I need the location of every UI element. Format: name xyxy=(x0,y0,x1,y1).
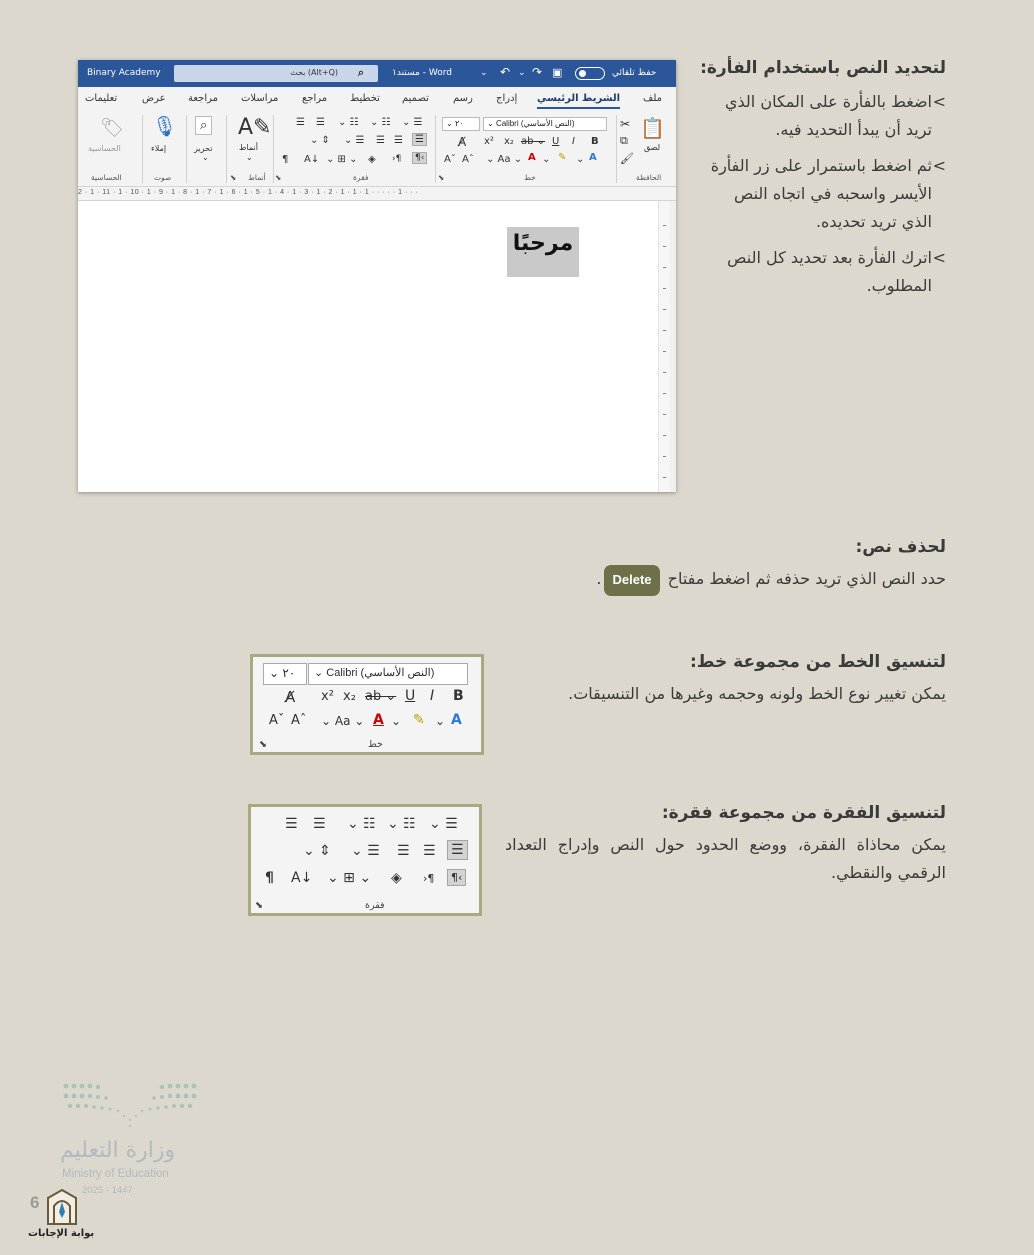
ruler-tick xyxy=(663,393,666,394)
sort-icon[interactable]: A↓ xyxy=(304,154,320,165)
tab-help[interactable]: تعليمات xyxy=(85,93,118,104)
line-spacing-icon[interactable]: ⌄ ⇕ xyxy=(310,135,330,146)
bullet-text: اترك الفأرة بعد تحديد كل النص المطلوب. xyxy=(727,248,932,295)
separator xyxy=(273,115,274,183)
paste-label: لصق xyxy=(644,143,661,152)
redo-icon[interactable]: ↷ xyxy=(532,65,543,79)
bold-icon[interactable]: B xyxy=(591,136,599,147)
shrink-font-icon[interactable]: Aˆ xyxy=(291,713,307,728)
app-name: Binary Academy xyxy=(87,68,161,78)
section-heading: لحذف نص: xyxy=(855,537,946,557)
font-name-box[interactable] xyxy=(483,117,607,131)
bullet-item xyxy=(700,152,946,236)
paragraph-panel-label: فقرة xyxy=(365,900,385,911)
customize-arrow-icon[interactable]: ⌄ xyxy=(480,68,488,78)
separator xyxy=(226,115,227,183)
separator xyxy=(186,115,187,183)
ruler-tick xyxy=(663,246,666,247)
ministry-name-en: Ministry of Education xyxy=(62,1168,169,1180)
increase-indent-icon[interactable]: ☰ xyxy=(313,816,326,832)
ministry-name-ar: وزارة التعليم xyxy=(60,1138,176,1163)
font-size-box[interactable] xyxy=(442,117,480,131)
bullet-item xyxy=(700,88,946,144)
clipboard-group-label: الحافظة xyxy=(636,173,662,182)
voice-group-label: صوت xyxy=(154,173,172,182)
ministry-years: 2025 - 1447 xyxy=(82,1185,133,1196)
tab-design[interactable]: تصميم xyxy=(402,93,429,104)
ruler-tick xyxy=(663,267,666,268)
font-group-panel xyxy=(250,654,484,755)
tab-view[interactable]: عرض xyxy=(142,93,166,104)
autosave-toggle[interactable] xyxy=(575,67,605,80)
styles-dialog-launcher-icon[interactable]: ⬊ xyxy=(230,173,237,182)
font-color-dropdown-icon[interactable]: ⌄ xyxy=(391,714,402,728)
ruler-tick xyxy=(663,288,666,289)
font-name-value: Calibri (النص الأساسي) xyxy=(326,667,435,679)
section-body xyxy=(520,565,946,596)
section-body: يمكن تغيير نوع الخط ولونه وحجمه وغيرها من التنسيقات. xyxy=(568,684,946,703)
shading-icon[interactable]: ◈ xyxy=(368,154,376,165)
ministry-logo-icon xyxy=(62,1080,200,1132)
grow-font-icon[interactable]: Aˇ xyxy=(444,154,456,165)
subscript-icon[interactable]: x₂ xyxy=(504,136,514,147)
ruler-tick xyxy=(663,477,666,478)
multilevel-list-icon[interactable]: ⌄ ☷ xyxy=(338,117,359,128)
bullet-item xyxy=(700,244,946,300)
ruler-marks: 2 · 1 · 11 · 1 · 10 · 1 · 9 · 1 · 8 · 1 · 7 · 1 · 6 · 1 · 5 · 1 · 4 · 1 · 3 · 1 · 2 · 1 · 1 · 1 · · · · · 1 · · · xyxy=(78,189,419,196)
underline-icon[interactable]: U xyxy=(405,688,416,704)
portal-name: بوابة الإجابات xyxy=(28,1228,95,1239)
search-placeholder: بحث (Alt+Q) xyxy=(290,68,338,77)
undo-dropdown-icon[interactable]: ⌄ xyxy=(518,68,526,78)
rtl-icon[interactable]: ¶‹ xyxy=(447,869,466,886)
ribbon-tabs xyxy=(78,87,676,111)
bullet-text: ثم اضغط باستمرار على زر الفأرة الأيسر واسحبه في اتجاه النص الذي تريد تحديده. xyxy=(710,156,932,231)
delete-period: . xyxy=(596,569,602,588)
tab-draw[interactable]: رسم xyxy=(453,93,473,104)
undo-icon[interactable]: ↶ xyxy=(500,65,511,79)
underline-icon[interactable]: U xyxy=(552,136,560,147)
decrease-indent-icon[interactable]: ☰ xyxy=(296,117,305,128)
font-name-value: Calibri (النص الأساسي) xyxy=(495,119,575,128)
show-marks-icon[interactable]: ¶ xyxy=(265,870,274,886)
separator xyxy=(142,115,143,183)
cut-icon[interactable]: ✂ xyxy=(620,117,631,131)
sensitivity-icon[interactable]: 🏷 xyxy=(100,117,125,139)
center-icon[interactable]: ☰ xyxy=(423,843,436,859)
sort-icon[interactable]: A↓ xyxy=(291,870,313,886)
increase-indent-icon[interactable]: ☰ xyxy=(316,117,325,128)
copy-icon[interactable]: ⧉ xyxy=(620,134,628,147)
editing-dropdown-icon[interactable]: ⌄ xyxy=(202,153,209,162)
superscript-icon[interactable]: x² xyxy=(484,136,494,147)
ruler-tick xyxy=(663,351,666,352)
font-color-icon[interactable]: A xyxy=(528,152,536,163)
grow-font-icon[interactable]: Aˇ xyxy=(269,713,285,728)
tab-mailings[interactable]: مراسلات xyxy=(241,93,279,104)
tab-file[interactable]: ملف xyxy=(643,93,663,104)
align-left-icon[interactable]: ☰ xyxy=(397,843,410,859)
tab-home[interactable]: الشريط الرئيسي xyxy=(537,93,621,104)
styles-dropdown-icon[interactable]: ⌄ xyxy=(246,153,253,162)
paragraph-group-label: فقرة xyxy=(353,173,369,182)
page-number: 6 xyxy=(30,1193,40,1212)
justify-icon[interactable]: ⌄ ☰ xyxy=(351,843,380,859)
vertical-ruler xyxy=(658,201,670,492)
line-spacing-icon[interactable]: ⌄ ⇕ xyxy=(303,843,331,859)
doc-title: Word - مستند١ xyxy=(392,68,452,78)
ruler-tick xyxy=(663,330,666,331)
search-box[interactable] xyxy=(174,65,378,82)
delete-instruction: حدد النص الذي تريد حذفه ثم اضغط مفتاح xyxy=(667,569,946,588)
save-icon[interactable]: ▣ xyxy=(552,66,563,79)
ruler-tick xyxy=(663,309,666,310)
bullet-marker: > xyxy=(932,156,946,175)
borders-icon[interactable]: ⌄ ⊞ ⌄ xyxy=(326,154,358,165)
superscript-icon[interactable]: x² xyxy=(321,689,334,704)
font-size-value: ٢٠ xyxy=(282,666,296,680)
find-icon[interactable]: ⌕ xyxy=(195,116,212,135)
section-font-format xyxy=(545,652,946,708)
bullet-marker: > xyxy=(932,92,946,111)
format-painter-icon[interactable]: 🖌 xyxy=(620,152,634,165)
ruler-tick xyxy=(663,456,666,457)
vertical-scrollbar[interactable] xyxy=(670,201,676,492)
strikethrough-icon[interactable]: ab ⌄ xyxy=(521,136,546,147)
rtl-icon[interactable]: ¶‹ xyxy=(412,152,427,164)
paragraph-dialog-launcher-icon[interactable]: ⬊ xyxy=(275,173,282,182)
dictate-label: إملاء xyxy=(151,144,167,153)
sensitivity-group-label: الحساسية xyxy=(91,173,122,182)
ruler-tick xyxy=(663,372,666,373)
ribbon xyxy=(78,111,676,187)
italic-icon[interactable]: I xyxy=(572,136,575,147)
horizontal-ruler xyxy=(78,187,676,201)
section-delete-text xyxy=(520,537,946,596)
separator xyxy=(435,115,436,183)
word-window xyxy=(78,60,676,492)
shading-icon[interactable]: ◈ xyxy=(391,870,402,886)
title-bar xyxy=(78,60,676,87)
highlight-icon[interactable]: ✎ xyxy=(413,712,425,728)
font-size-dropdown-icon: ⌄ xyxy=(446,119,455,128)
font-name-box[interactable] xyxy=(308,663,468,685)
bullet-text: اضغط بالفأرة على المكان الذي تريد أن يبدأ التحديد فيه. xyxy=(724,92,932,139)
font-size-dropdown-icon: ⌄ xyxy=(269,666,283,680)
styles-group-label: أنماط xyxy=(248,173,266,182)
font-dropdown-icon: ⌄ xyxy=(487,119,496,128)
decrease-indent-icon[interactable]: ☰ xyxy=(285,816,298,832)
font-size-value: ٢٠ xyxy=(454,119,464,128)
ltr-icon[interactable]: ›¶ xyxy=(423,872,435,885)
numbering-icon[interactable]: ⌄ ☷ xyxy=(387,816,416,832)
section-body: يمكن محاذاة الفقرة، ووضع الحدود حول النص وإدراج التعداد الرقمي والنقطي. xyxy=(505,835,946,882)
section-mouse-selection xyxy=(700,58,946,308)
clear-formatting-icon[interactable]: A̸ xyxy=(458,135,467,149)
font-color-icon[interactable]: A xyxy=(373,712,384,728)
subscript-icon[interactable]: x₂ xyxy=(343,689,356,704)
bullet-marker: > xyxy=(932,248,946,267)
clear-formatting-icon[interactable]: A̸ xyxy=(285,688,296,706)
separator xyxy=(616,115,617,183)
text-effects-icon[interactable]: A xyxy=(451,712,462,728)
tab-references[interactable]: مراجع xyxy=(302,93,328,104)
font-dropdown-icon: ⌄ xyxy=(314,667,327,679)
selected-text[interactable]: مرحبًا xyxy=(507,227,579,277)
tab-review[interactable]: مراجعة xyxy=(188,93,219,104)
change-case-icon[interactable]: ⌄ Aa ⌄ xyxy=(321,714,365,728)
styles-label: أنماط xyxy=(239,143,258,152)
font-dialog-launcher-icon[interactable]: ⬊ xyxy=(438,173,445,182)
align-right-icon[interactable]: ☰ xyxy=(447,840,468,860)
bold-icon[interactable]: B xyxy=(453,688,464,704)
font-dialog-launcher-icon[interactable]: ⬊ xyxy=(259,739,267,750)
portal-logo-icon xyxy=(42,1188,82,1228)
font-panel-label: خط xyxy=(368,739,383,750)
section-paragraph-format xyxy=(505,803,946,887)
change-case-icon[interactable]: ⌄ Aa ⌄ xyxy=(486,154,523,165)
shrink-font-icon[interactable]: Aˆ xyxy=(462,154,474,165)
editing-label: تحرير xyxy=(194,144,213,153)
show-marks-icon[interactable]: ¶ xyxy=(282,154,289,165)
paragraph-dialog-launcher-icon[interactable]: ⬊ xyxy=(255,900,263,911)
highlight-dropdown-icon[interactable]: ⌄ xyxy=(576,154,585,165)
align-right-icon[interactable]: ☰ xyxy=(412,133,427,146)
delete-key-badge: Delete xyxy=(604,565,659,596)
tab-insert[interactable]: إدراج xyxy=(496,93,518,104)
text-effects-icon[interactable]: A xyxy=(589,152,597,163)
paste-icon[interactable]: 📋 xyxy=(640,116,665,140)
highlight-dropdown-icon[interactable]: ⌄ xyxy=(435,714,446,728)
font-color-dropdown-icon[interactable]: ⌄ xyxy=(542,154,551,165)
justify-icon[interactable]: ⌄ ☰ xyxy=(344,135,365,146)
microphone-icon[interactable]: 🎙 xyxy=(152,114,178,138)
ruler-tick xyxy=(663,414,666,415)
tab-layout[interactable]: تخطيط xyxy=(350,93,380,104)
paragraph-group-panel xyxy=(248,804,482,916)
font-group-label: خط xyxy=(524,173,536,182)
autosave-label: حفظ تلقائي xyxy=(612,68,657,78)
borders-icon[interactable]: ⌄ ⊞ ⌄ xyxy=(327,870,372,886)
bullets-icon[interactable]: ⌄ ☰ xyxy=(429,816,458,832)
search-icon: ⌕ xyxy=(357,66,364,79)
italic-icon[interactable]: I xyxy=(430,688,435,704)
center-icon[interactable]: ☰ xyxy=(394,135,403,146)
strikethrough-icon[interactable]: ab ⌄ xyxy=(365,689,397,704)
section-heading: لتنسيق الفقرة من مجموعة فقرة: xyxy=(661,803,946,823)
sensitivity-label: الحساسية xyxy=(88,144,121,153)
multilevel-list-icon[interactable]: ⌄ ☷ xyxy=(347,816,376,832)
ruler-tick xyxy=(663,435,666,436)
ruler-tick xyxy=(663,225,666,226)
align-left-icon[interactable]: ☰ xyxy=(376,135,385,146)
numbering-icon[interactable]: ⌄ ☷ xyxy=(370,117,391,128)
section-heading: لتنسيق الخط من مجموعة خط: xyxy=(690,652,946,672)
highlight-icon[interactable]: ✎ xyxy=(558,152,567,163)
ltr-icon[interactable]: ›¶ xyxy=(392,154,402,164)
bullets-icon[interactable]: ⌄ ☰ xyxy=(402,117,423,128)
styles-icon[interactable]: A✎ xyxy=(238,115,272,140)
font-size-box[interactable] xyxy=(263,663,307,685)
section-heading: لتحديد النص باستخدام الفأرة: xyxy=(700,58,946,78)
